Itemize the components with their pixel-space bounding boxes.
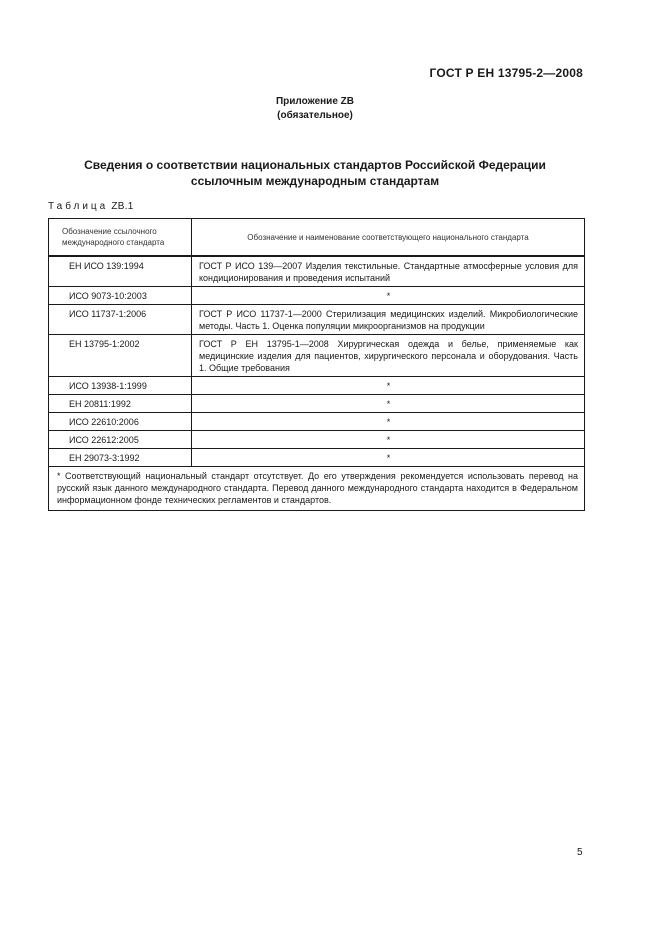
appendix-status: (обязательное): [277, 110, 353, 121]
column-header-national: Обозначение и наименование соответствующего национального стандарта: [192, 219, 585, 257]
table-footnote: * Соответствующий национальный стандарт отсутствует. До его утверждения рекомендуется использовать перевод на русский язык данного международного стандарта. Перевод данного международного стандарта находится в Федеральном информационном фонде технических регламентов и стандартов.: [49, 467, 585, 511]
national-standard: *: [192, 377, 585, 395]
national-standard: *: [192, 449, 585, 467]
national-standard: *: [192, 395, 585, 413]
national-standard: *: [192, 413, 585, 431]
table-row: [49, 256, 585, 287]
national-standard: *: [192, 431, 585, 449]
section-title-line-1: Сведения о соответствии национальных стандартов Российской Федерации: [84, 158, 546, 172]
reference-code: ИСО 22610:2006: [49, 413, 192, 431]
reference-code: ЕН 29073-3:1992: [49, 449, 192, 467]
table-footnote-row: [49, 467, 585, 511]
table-row: [49, 377, 585, 395]
column-header-reference: Обозначение ссылочного международного стандарта: [49, 219, 192, 257]
table-row: [49, 413, 585, 431]
reference-code: ИСО 22612:2005: [49, 431, 192, 449]
national-standard: ГОСТ Р ЕН 13795-1—2008 Хирургическая одежда и белье, применяемые как медицинские изделия для пациентов, хирургического персонала и оборудования. Часть 1. Общие требования: [192, 335, 585, 377]
document-code: ГОСТ Р ЕН 13795-2—2008: [429, 66, 583, 80]
reference-code: ЕН 13795-1:2002: [49, 335, 192, 377]
table-row: [49, 287, 585, 305]
appendix-title: Приложение ZB: [275, 96, 355, 107]
reference-code: ИСО 9073-10:2003: [49, 287, 192, 305]
reference-table: [48, 218, 585, 511]
reference-code: ИСО 13938-1:1999: [49, 377, 192, 395]
reference-code: ЕН 20811:1992: [49, 395, 192, 413]
appendix-heading: [0, 95, 630, 123]
national-standard: ГОСТ Р ИСО 139—2007 Изделия текстильные. Стандартные атмосферные условия для кондиционирования и проведения испытаний: [192, 256, 585, 287]
table-header-row: [49, 219, 585, 257]
reference-code: ЕН ИСО 139:1994: [49, 256, 192, 287]
table-row: [49, 449, 585, 467]
table-row: [49, 305, 585, 335]
table-caption-number: ZB.1: [111, 201, 134, 212]
national-standard: *: [192, 287, 585, 305]
page-number: 5: [577, 847, 583, 858]
section-title-line-2: ссылочным международным стандартам: [190, 174, 440, 188]
table-caption: [48, 201, 134, 212]
table-caption-word: Таблица: [48, 201, 109, 212]
table-row: [49, 395, 585, 413]
section-title: [0, 157, 630, 189]
national-standard: ГОСТ Р ИСО 11737-1—2000 Стерилизация медицинских изделий. Микробиологические методы. Часть 1. Оценка популяции микроорганизмов на продукции: [192, 305, 585, 335]
table-row: [49, 335, 585, 377]
reference-code: ИСО 11737-1:2006: [49, 305, 192, 335]
table-row: [49, 431, 585, 449]
